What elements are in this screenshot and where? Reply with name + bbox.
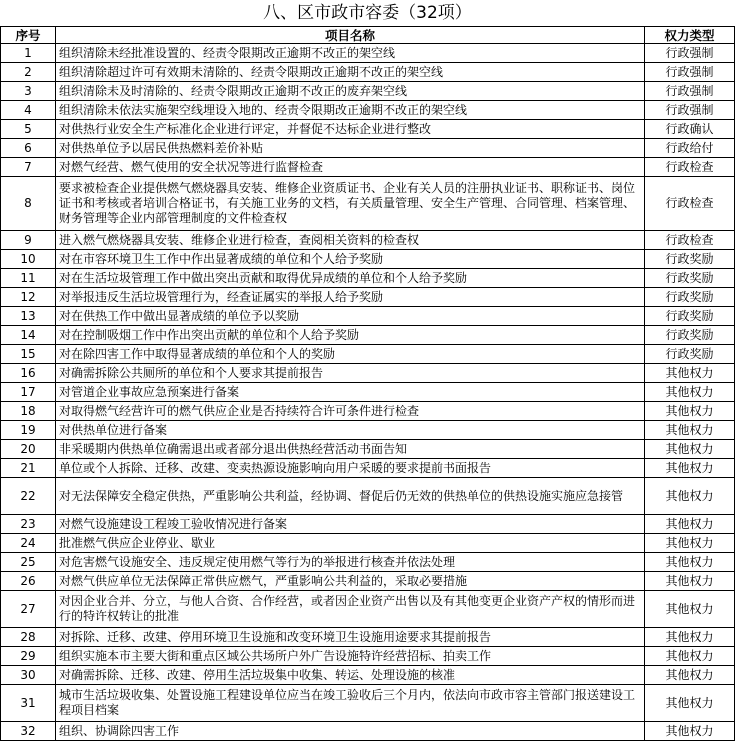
row-item-name: 组织清除未及时清除的、经责令限期改正逾期不改正的废弃架空线 <box>56 82 645 101</box>
table-row <box>1 120 735 139</box>
row-item-name: 对举报违反生活垃圾管理行为，经查证属实的举报人给予奖励 <box>56 288 645 307</box>
row-item-name: 城市生活垃圾收集、处置设施工程建设单位应当在竣工验收后三个月内，依法向市政市容主管部门报送建设工程项目档案 <box>56 685 645 722</box>
row-power-type: 其他权力 <box>645 685 735 722</box>
row-item-name: 对确需拆除公共厕所的单位和个人要求其提前报告 <box>56 364 645 383</box>
row-item-name: 非采暖期内供热单位确需退出或者部分退出供热经营活动书面告知 <box>56 440 645 459</box>
row-number: 24 <box>1 534 56 553</box>
row-power-type: 其他权力 <box>645 383 735 402</box>
table-row <box>1 158 735 177</box>
row-number: 3 <box>1 82 56 101</box>
header-name: 项目名称 <box>56 27 645 44</box>
row-item-name: 要求被检查企业提供燃气燃烧器具安装、维修企业资质证书、企业有关人员的注册执业证书、职称证书、岗位证书和考核或者培训合格证书，有关施工业务的文档，有关质量管理、安全生产管理、合同管理、档案管理、财务管理等企业内部管理制度的文件检查权 <box>56 177 645 231</box>
row-item-name: 对供热单位进行备案 <box>56 421 645 440</box>
table-row <box>1 459 735 478</box>
table-row <box>1 345 735 364</box>
table-row <box>1 250 735 269</box>
row-item-name: 对拆除、迁移、改建、停用环境卫生设施和改变环境卫生设施用途要求其提前报告 <box>56 628 645 647</box>
row-number: 29 <box>1 647 56 666</box>
row-power-type: 其他权力 <box>645 647 735 666</box>
row-power-type: 其他权力 <box>645 572 735 591</box>
table-row <box>1 326 735 345</box>
row-power-type: 行政奖励 <box>645 326 735 345</box>
table-row <box>1 177 735 231</box>
row-item-name: 对供热行业安全生产标准化企业进行评定，并督促不达标企业进行整改 <box>56 120 645 139</box>
table-row <box>1 269 735 288</box>
table-row <box>1 231 735 250</box>
row-number: 32 <box>1 722 56 741</box>
row-power-type: 其他权力 <box>645 628 735 647</box>
row-power-type: 行政检查 <box>645 158 735 177</box>
row-number: 26 <box>1 572 56 591</box>
row-power-type: 其他权力 <box>645 722 735 741</box>
row-item-name: 对在控制吸烟工作中作出突出贡献的单位和个人给予奖励 <box>56 326 645 345</box>
row-item-name: 对在供热工作中做出显著成绩的单位予以奖励 <box>56 307 645 326</box>
row-power-type: 行政给付 <box>645 139 735 158</box>
table-row <box>1 82 735 101</box>
row-item-name: 对燃气经营、燃气使用的安全状况等进行监督检查 <box>56 158 645 177</box>
table-row <box>1 591 735 628</box>
row-number: 6 <box>1 139 56 158</box>
row-number: 2 <box>1 63 56 82</box>
row-number: 27 <box>1 591 56 628</box>
power-list-table <box>0 26 735 741</box>
row-power-type: 其他权力 <box>645 421 735 440</box>
row-item-name: 对在市容环境卫生工作中作出显著成绩的单位和个人给予奖励 <box>56 250 645 269</box>
row-item-name: 对无法保障安全稳定供热，严重影响公共利益，经协调、督促后仍无效的供热单位的供热设施实施应急接管 <box>56 478 645 515</box>
row-number: 14 <box>1 326 56 345</box>
table-row <box>1 572 735 591</box>
table-row <box>1 63 735 82</box>
row-power-type: 行政强制 <box>645 82 735 101</box>
row-power-type: 其他权力 <box>645 591 735 628</box>
row-number: 4 <box>1 101 56 120</box>
page-title: 八、区市政市容委（32项） <box>263 3 472 23</box>
table-row <box>1 383 735 402</box>
row-number: 9 <box>1 231 56 250</box>
row-number: 8 <box>1 177 56 231</box>
row-number: 7 <box>1 158 56 177</box>
row-item-name: 对在除四害工作中取得显著成绩的单位和个人的奖励 <box>56 345 645 364</box>
row-item-name: 对燃气供应单位无法保障正常供应燃气，严重影响公共利益的，采取必要措施 <box>56 572 645 591</box>
row-item-name: 进入燃气燃烧器具安装、维修企业进行检查，查阅相关资料的检查权 <box>56 231 645 250</box>
table-header-row <box>1 27 735 44</box>
table-row <box>1 685 735 722</box>
row-power-type: 行政强制 <box>645 101 735 120</box>
row-number: 30 <box>1 666 56 685</box>
row-number: 22 <box>1 478 56 515</box>
table-row <box>1 421 735 440</box>
row-power-type: 其他权力 <box>645 666 735 685</box>
row-item-name: 组织清除未依法实施架空线埋设入地的、经责令限期改正逾期不改正的架空线 <box>56 101 645 120</box>
row-item-name: 对因企业合并、分立，与他人合资、合作经营，或者因企业资产出售以及有其他变更企业资产产权的情形而进行的特许权转让的批准 <box>56 591 645 628</box>
table-row <box>1 534 735 553</box>
row-number: 28 <box>1 628 56 647</box>
row-number: 5 <box>1 120 56 139</box>
row-item-name: 组织清除未经批准设置的、经责令限期改正逾期不改正的架空线 <box>56 44 645 63</box>
row-number: 15 <box>1 345 56 364</box>
row-item-name: 单位或个人拆除、迁移、改建、变卖热源设施影响向用户采暖的要求提前书面报告 <box>56 459 645 478</box>
row-power-type: 行政强制 <box>645 63 735 82</box>
table-row <box>1 478 735 515</box>
row-power-type: 行政奖励 <box>645 307 735 326</box>
row-power-type: 行政检查 <box>645 231 735 250</box>
row-item-name: 对确需拆除、迁移、改建、停用生活垃圾集中收集、转运、处理设施的核准 <box>56 666 645 685</box>
row-power-type: 其他权力 <box>645 402 735 421</box>
row-item-name: 对在生活垃圾管理工作中做出突出贡献和取得优异成绩的单位和个人给予奖励 <box>56 269 645 288</box>
row-item-name: 对取得燃气经营许可的燃气供应企业是否持续符合许可条件进行检查 <box>56 402 645 421</box>
row-number: 19 <box>1 421 56 440</box>
row-power-type: 其他权力 <box>645 364 735 383</box>
table-row <box>1 139 735 158</box>
row-power-type: 其他权力 <box>645 515 735 534</box>
row-power-type: 其他权力 <box>645 553 735 572</box>
row-item-name: 对危害燃气设施安全、违反规定使用燃气等行为的举报进行核查并依法处理 <box>56 553 645 572</box>
table-row <box>1 364 735 383</box>
row-power-type: 行政奖励 <box>645 250 735 269</box>
row-number: 23 <box>1 515 56 534</box>
row-power-type: 行政奖励 <box>645 345 735 364</box>
row-power-type: 行政检查 <box>645 177 735 231</box>
row-power-type: 其他权力 <box>645 440 735 459</box>
row-power-type: 其他权力 <box>645 478 735 515</box>
row-power-type: 行政确认 <box>645 120 735 139</box>
header-no: 序号 <box>1 27 56 44</box>
row-power-type: 其他权力 <box>645 459 735 478</box>
row-number: 18 <box>1 402 56 421</box>
row-item-name: 组织、协调除四害工作 <box>56 722 645 741</box>
row-item-name: 对燃气设施建设工程竣工验收情况进行备案 <box>56 515 645 534</box>
row-number: 12 <box>1 288 56 307</box>
row-power-type: 行政奖励 <box>645 288 735 307</box>
row-item-name: 组织清除超过许可有效期未清除的、经责令限期改正逾期不改正的架空线 <box>56 63 645 82</box>
row-number: 17 <box>1 383 56 402</box>
table-row <box>1 628 735 647</box>
row-number: 25 <box>1 553 56 572</box>
table-row <box>1 666 735 685</box>
row-item-name: 对管道企业事故应急预案进行备案 <box>56 383 645 402</box>
table-row <box>1 440 735 459</box>
row-number: 11 <box>1 269 56 288</box>
row-number: 16 <box>1 364 56 383</box>
table-row <box>1 722 735 741</box>
row-power-type: 行政强制 <box>645 44 735 63</box>
row-number: 10 <box>1 250 56 269</box>
table-row <box>1 44 735 63</box>
row-power-type: 行政奖励 <box>645 269 735 288</box>
header-type: 权力类型 <box>645 27 735 44</box>
row-power-type: 其他权力 <box>645 534 735 553</box>
row-item-name: 批准燃气供应企业停业、歇业 <box>56 534 645 553</box>
row-item-name: 组织实施本市主要大街和重点区域公共场所户外广告设施特许经营招标、拍卖工作 <box>56 647 645 666</box>
table-row <box>1 402 735 421</box>
table-row <box>1 553 735 572</box>
table-row <box>1 101 735 120</box>
row-number: 20 <box>1 440 56 459</box>
row-number: 31 <box>1 685 56 722</box>
table-row <box>1 307 735 326</box>
table-row <box>1 647 735 666</box>
row-number: 21 <box>1 459 56 478</box>
table-row <box>1 515 735 534</box>
row-number: 13 <box>1 307 56 326</box>
row-number: 1 <box>1 44 56 63</box>
row-item-name: 对供热单位予以居民供热燃料差价补贴 <box>56 139 645 158</box>
table-row <box>1 288 735 307</box>
